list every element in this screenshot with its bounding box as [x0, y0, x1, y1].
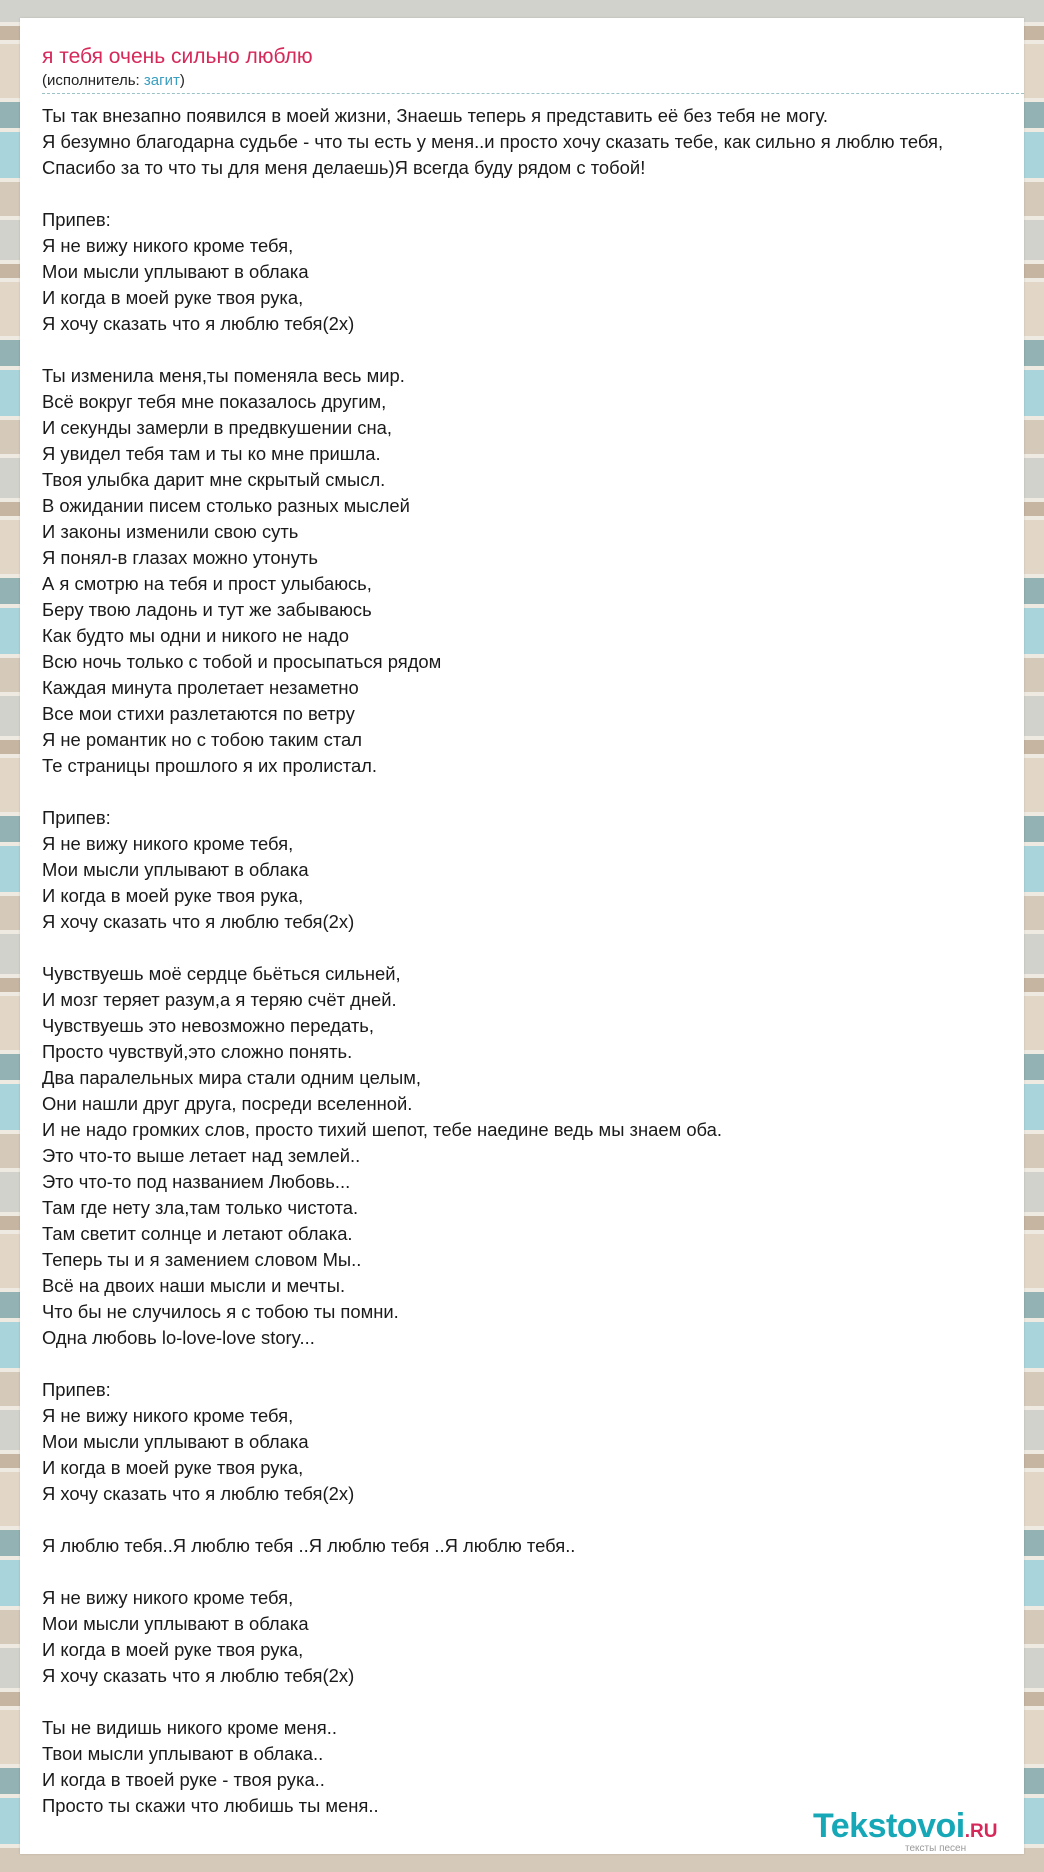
lyric-blank-line: [42, 1507, 1024, 1533]
lyric-blank-line: [42, 1559, 1024, 1585]
lyric-blank-line: [42, 935, 1024, 961]
artist-prefix: (исполнитель:: [42, 72, 144, 89]
artist-line: [42, 72, 185, 90]
lyric-line: Я не вижу никого кроме тебя,: [42, 833, 294, 854]
lyric-line: Я не вижу никого кроме тебя,: [42, 1587, 294, 1608]
lyric-line: Мои мысли уплывают в облака: [42, 1431, 309, 1452]
lyric-line: Припев:: [42, 807, 111, 828]
lyric-line: Я хочу сказать что я люблю тебя(2х): [42, 313, 355, 334]
lyric-line: Всё вокруг тебя мне показалось другим,: [42, 391, 387, 412]
lyric-line: И когда в моей руке твоя рука,: [42, 1457, 304, 1478]
logo-name: Tekstovoi: [813, 1807, 965, 1845]
site-logo[interactable]: [813, 1806, 1023, 1858]
lyric-blank-line: [42, 337, 1024, 363]
lyric-line: Всё на двоих наши мысли и мечты.: [42, 1275, 346, 1296]
lyric-line: Я безумно благодарна судьбе - что ты есть у меня..и просто хочу сказать тебе, как сильно я люблю тебя,: [42, 131, 944, 152]
logo-tagline: тексты песен: [905, 1843, 967, 1854]
lyric-line: Чувствуешь это невозможно передать,: [42, 1015, 374, 1036]
lyric-line: Как будто мы одни и никого не надо: [42, 625, 349, 646]
lyric-line: Они нашли друг друга, посреди вселенной.: [42, 1093, 413, 1114]
lyrics-text: [42, 103, 1024, 1819]
lyric-line: Я увидел тебя там и ты ко мне пришла.: [42, 443, 381, 464]
lyric-line: Чувствуешь моё сердце бьёться сильней,: [42, 963, 401, 984]
lyric-blank-line: [42, 181, 1024, 207]
artist-link[interactable]: загит: [143, 72, 180, 89]
lyric-line: Я хочу сказать что я люблю тебя(2х): [42, 911, 355, 932]
lyric-line: Одна любовь lo-love-love story...: [42, 1327, 315, 1348]
lyric-line: Просто чувствуй,это сложно понять.: [42, 1041, 353, 1062]
lyric-line: Я хочу сказать что я люблю тебя(2х): [42, 1483, 355, 1504]
lyric-line: А я смотрю на тебя и прост улыбаюсь,: [42, 573, 372, 594]
lyric-line: Там светит солнце и летают облака.: [42, 1223, 353, 1244]
lyric-line: Это что-то выше летает над землей..: [42, 1145, 361, 1166]
lyrics-page: [20, 18, 1024, 1854]
lyric-line: Каждая минута пролетает незаметно: [42, 677, 359, 698]
lyric-line: Теперь ты и я замением словом Мы..: [42, 1249, 362, 1270]
lyric-line: Те страницы прошлого я их пролистал.: [42, 755, 378, 776]
lyric-line: Это что-то под названием Любовь...: [42, 1171, 351, 1192]
lyric-line: Мои мысли уплывают в облака: [42, 261, 309, 282]
lyric-line: Я хочу сказать что я люблю тебя(2х): [42, 1665, 355, 1686]
lyric-line: Что бы не случилось я с тобою ты помни.: [42, 1301, 399, 1322]
logo-tld: .RU: [964, 1821, 998, 1842]
lyric-line: Ты изменила меня,ты поменяла весь мир.: [42, 365, 405, 386]
song-title: я тебя очень сильно люблю: [42, 45, 313, 68]
lyric-line: Ты не видишь никого кроме меня..: [42, 1717, 337, 1738]
lyric-line: Беру твою ладонь и тут же забываюсь: [42, 599, 372, 620]
lyric-line: И когда в моей руке твоя рука,: [42, 287, 304, 308]
lyric-line: Твои мысли уплывают в облака..: [42, 1743, 324, 1764]
lyric-line: Я не вижу никого кроме тебя,: [42, 235, 294, 256]
lyric-line: И когда в твоей руке - твоя рука..: [42, 1769, 325, 1790]
lyric-blank-line: [42, 779, 1024, 805]
artist-suffix: ): [179, 72, 185, 89]
lyric-line: Просто ты скажи что любишь ты меня..: [42, 1795, 379, 1816]
lyric-line: И секунды замерли в предвкушении сна,: [42, 417, 392, 438]
lyric-line: И не надо громких слов, просто тихий шепот, тебе наедине ведь мы знаем оба.: [42, 1119, 722, 1140]
lyric-blank-line: [42, 1351, 1024, 1377]
lyric-line: Припев:: [42, 1379, 111, 1400]
lyric-line: И мозг теряет разум,а я теряю счёт дней.: [42, 989, 397, 1010]
title-divider: [42, 93, 1024, 94]
lyric-line: Два паралельных мира стали одним целым,: [42, 1067, 421, 1088]
lyric-line: И законы изменили свою суть: [42, 521, 299, 542]
lyric-line: Мои мысли уплывают в облака: [42, 859, 309, 880]
lyric-line: И когда в моей руке твоя рука,: [42, 1639, 304, 1660]
lyric-line: Я люблю тебя..Я люблю тебя ..Я люблю тебя ..Я люблю тебя..: [42, 1535, 576, 1556]
lyric-line: Всю ночь только с тобой и просыпаться рядом: [42, 651, 442, 672]
lyric-line: Все мои стихи разлетаются по ветру: [42, 703, 355, 724]
lyric-line: Ты так внезапно появился в моей жизни, Знаешь теперь я представить её без тебя не могу.: [42, 105, 828, 126]
lyric-line: В ожидании писем столько разных мыслей: [42, 495, 410, 516]
lyric-line: Припев:: [42, 209, 111, 230]
lyric-line: Твоя улыбка дарит мне скрытый смысл.: [42, 469, 386, 490]
lyric-line: Я не вижу никого кроме тебя,: [42, 1405, 294, 1426]
lyric-line: Я не романтик но с тобою таким стал: [42, 729, 363, 750]
lyric-line: Спасибо за то что ты для меня делаешь)Я всегда буду рядом с тобой!: [42, 157, 646, 178]
lyric-line: И когда в моей руке твоя рука,: [42, 885, 304, 906]
lyric-line: Мои мысли уплывают в облака: [42, 1613, 309, 1634]
lyric-line: Там где нету зла,там только чистота.: [42, 1197, 359, 1218]
lyric-blank-line: [42, 1689, 1024, 1715]
lyric-line: Я понял-в глазах можно утонуть: [42, 547, 318, 568]
